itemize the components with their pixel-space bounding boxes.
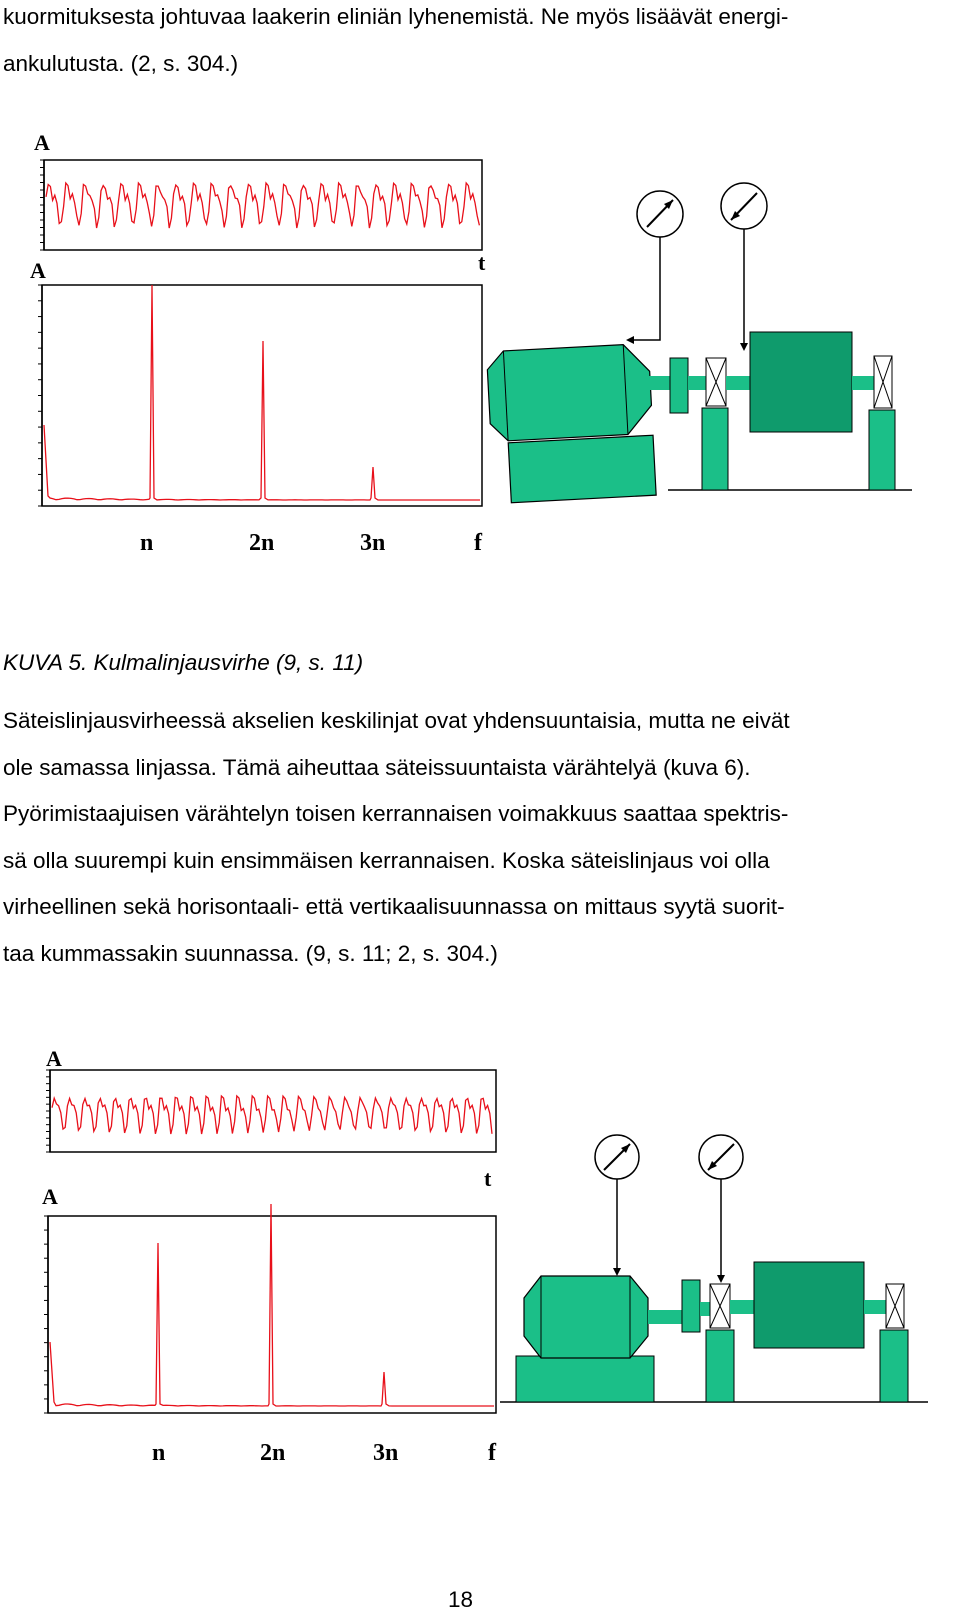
text-line: taa kummassakin suunnassa. (9, s. 11; 2, s. 304.): [3, 940, 498, 966]
x-tick-label: f: [488, 1440, 496, 1466]
dial-gauge-icon: [626, 191, 683, 344]
text-line: ankulutusta. (2, s. 304.): [3, 50, 239, 76]
figure-6-graphics: [0, 1030, 960, 1490]
text-line: ole samassa linjassa. Tämä aiheuttaa säteissuuntaista värähtelyä (kuva 6).: [3, 754, 751, 780]
page-number: 18: [448, 1587, 474, 1612]
figure-5-graphics: [0, 120, 960, 580]
spectrum-plot: [42, 1184, 497, 1466]
dial-gauge-icon: [721, 183, 767, 351]
figure-6: [0, 1030, 960, 1490]
x-tick-label: 3n: [373, 1440, 399, 1466]
motor: [524, 1276, 648, 1358]
spectrum-line: [44, 285, 480, 500]
machine-diagram: [486, 183, 912, 504]
text-line: Pyörimistaajuisen värähtelyn toisen kerrannaisen voimakkuus saattaa spektris-: [3, 801, 789, 826]
intro-paragraph: [3, 0, 948, 87]
x-tick-label: 2n: [260, 1440, 286, 1466]
motor: [486, 343, 656, 503]
time-y-label: A: [46, 1046, 62, 1071]
spectrum-y-label: A: [42, 1184, 58, 1209]
time-x-label: t: [478, 250, 486, 275]
figure-5-caption: [3, 648, 363, 678]
text-line: kuormituksesta johtuvaa laakerin eliniän lyhenemistä. Ne myös lisäävät energi-: [3, 4, 789, 29]
text-line: virheellinen sekä horisontaali- että vertikaalisuunnassa on mittaus syytä suorit-: [3, 894, 785, 919]
x-tick-label: f: [474, 530, 482, 556]
time-signal-plot: [34, 130, 486, 275]
figure-5: [0, 120, 960, 580]
x-tick-label: 3n: [360, 530, 386, 556]
x-tick-label: n: [140, 530, 154, 556]
machine-diagram: [500, 1135, 928, 1402]
text-line: Säteislinjausvirheessä akselien keskilinjat ovat yhdensuuntaisia, mutta ne eivät: [3, 708, 790, 733]
time-y-label: A: [34, 130, 50, 155]
dial-gauge-icon: [699, 1135, 743, 1283]
spectrum-line: [50, 1204, 494, 1406]
spectrum-y-label: A: [30, 258, 46, 283]
x-tick-label: 2n: [249, 530, 275, 556]
body-paragraph: [3, 698, 948, 977]
time-signal-line: [46, 183, 479, 228]
x-tick-label: n: [152, 1440, 166, 1466]
spectrum-plot: [30, 258, 483, 556]
text-line: sä olla suurempi kuin ensimmäisen kerrannaisen. Koska säteislinjaus voi olla: [3, 847, 770, 873]
motor-base: [516, 1356, 654, 1402]
caption-label: KUVA 5.: [3, 650, 88, 675]
time-signal-plot: [46, 1046, 496, 1191]
time-x-label: t: [484, 1166, 492, 1191]
caption-text: Kulmalinjausvirhe (9, s. 11): [87, 650, 364, 675]
dial-gauge-icon: [595, 1135, 639, 1276]
time-signal-line: [52, 1096, 492, 1134]
